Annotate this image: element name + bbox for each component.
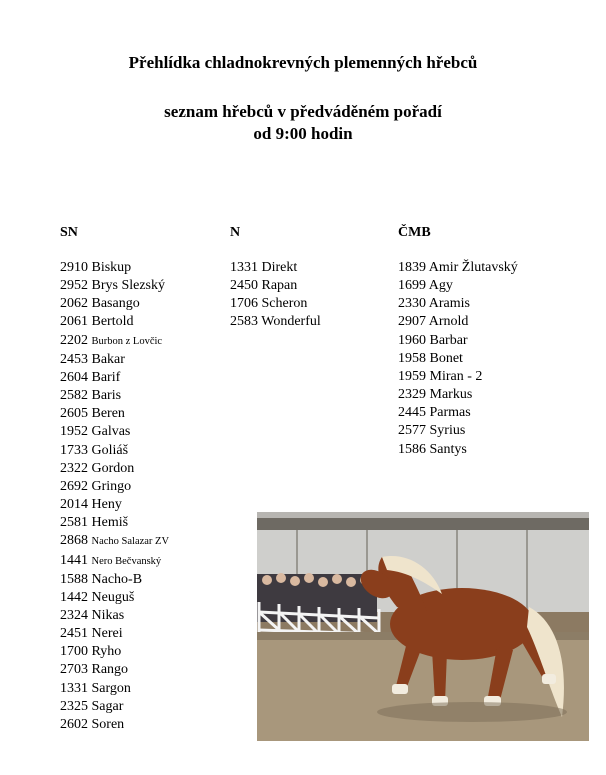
stallion-name: Barbar (429, 332, 468, 348)
stallion-number: 2577 (398, 423, 426, 439)
list-item (60, 607, 169, 625)
stallion-name: Burbon z Lovčic (91, 335, 163, 347)
list-item (60, 460, 169, 478)
stallion-number: 2062 (60, 296, 88, 312)
stallion-number: 2061 (60, 314, 88, 330)
list-item (60, 405, 169, 423)
stallion-name: Arnold (428, 314, 469, 330)
stallion-list (230, 259, 321, 332)
stallion-name: Parmas (429, 405, 471, 421)
list-item (60, 478, 169, 496)
stallion-number: 2202 (60, 332, 88, 348)
list-item (398, 295, 518, 313)
list-item (60, 571, 169, 589)
stallion-name: Sargon (91, 680, 131, 696)
list-item (60, 643, 169, 661)
list-item (60, 625, 169, 643)
stallion-name: Aramis (428, 296, 470, 312)
stallion-name: Brys Slezský (91, 278, 165, 294)
list-item (60, 313, 169, 331)
list-item (60, 369, 169, 387)
list-item (60, 351, 169, 369)
start-time: od 9:00 hodin (253, 124, 353, 143)
stallion-name: Bakar (91, 351, 125, 367)
stallion-name: Gringo (91, 478, 132, 494)
stallion-number: 1960 (398, 332, 426, 348)
stallion-number: 1588 (60, 571, 88, 587)
stallion-number: 2907 (398, 314, 426, 330)
list-item (60, 552, 169, 571)
stallion-number: 2868 (60, 533, 88, 549)
column-heading: SN (60, 225, 78, 240)
list-item (398, 441, 518, 459)
list-item (60, 716, 169, 734)
list-item (230, 259, 321, 277)
stallion-number: 1700 (60, 644, 88, 660)
list-item (398, 259, 518, 277)
list-item (60, 661, 169, 679)
stallion-number: 2451 (60, 626, 88, 642)
stallion-name: Rapan (261, 278, 298, 294)
list-item (230, 313, 321, 331)
stallion-number: 2322 (60, 460, 88, 476)
stallion-number: 2445 (398, 405, 426, 421)
stallion-name: Miran - 2 (429, 368, 483, 384)
list-item (60, 514, 169, 532)
stallion-number: 2330 (398, 296, 426, 312)
stallion-number: 2910 (60, 260, 88, 275)
stallion-number: 1959 (398, 368, 426, 384)
stallion-number: 2952 (60, 278, 88, 294)
stallion-name: Santys (429, 441, 467, 457)
stallion-name: Basango (91, 296, 140, 312)
stallion-number: 1441 (60, 552, 88, 568)
stallion-number: 1706 (230, 296, 258, 312)
list-item (398, 313, 518, 331)
list-item (230, 277, 321, 295)
stallion-number: 2014 (60, 497, 88, 513)
list-item (60, 589, 169, 607)
column-sn (60, 224, 169, 734)
stallion-number: 2450 (230, 278, 258, 294)
stallion-number: 1699 (398, 278, 426, 294)
horse-photo (257, 512, 589, 741)
stallion-number: 1839 (398, 260, 426, 275)
stallion-name: Bertold (91, 314, 134, 330)
stallion-name: Nerei (91, 626, 123, 642)
page-title: Přehlídka chladnokrevných plemenných hřebců (128, 53, 478, 72)
stallion-number: 1331 (60, 680, 88, 696)
column-cmb (398, 224, 518, 459)
page-subtitle: seznam hřebců v předváděném pořadí (164, 102, 442, 121)
stallion-name: Amir Žlutavský (428, 260, 518, 275)
stallion-name: Gordon (91, 460, 135, 476)
column-heading: ČMB (398, 225, 431, 240)
list-item (398, 386, 518, 404)
stallion-list (60, 259, 169, 734)
stallion-name: Neuguš (91, 589, 135, 605)
list-item (398, 422, 518, 440)
list-item (398, 277, 518, 295)
list-item (398, 350, 518, 368)
stallion-name: Sagar (91, 698, 124, 714)
stallion-number: 2325 (60, 698, 88, 714)
stallion-number: 2602 (60, 716, 88, 732)
list-item (60, 698, 169, 716)
stallion-name: Rango (91, 662, 129, 678)
stallion-name: Scheron (261, 296, 308, 312)
column-heading: N (230, 225, 241, 240)
stallion-number: 2581 (60, 515, 88, 531)
list-item (398, 368, 518, 386)
horse-photo-icon (257, 512, 589, 741)
stallion-name: Syrius (429, 423, 466, 439)
list-item (60, 295, 169, 313)
column-n (230, 224, 321, 332)
stallion-name: Ryho (91, 644, 122, 660)
list-item (60, 332, 169, 351)
list-item (60, 532, 169, 551)
stallion-name: Nero Bečvanský (91, 555, 162, 567)
stallion-name: Beren (91, 406, 125, 422)
stallion-number: 1442 (60, 589, 88, 605)
stallion-name: Biskup (91, 260, 132, 275)
list-item (60, 442, 169, 460)
stallion-number: 2604 (60, 369, 88, 385)
stallion-name: Hemiš (91, 515, 129, 531)
stallion-number: 1958 (398, 350, 426, 366)
list-item (398, 404, 518, 422)
stallion-number: 1952 (60, 424, 88, 440)
list-item (60, 259, 169, 277)
stallion-name: Markus (429, 387, 473, 403)
list-item (60, 680, 169, 698)
list-item (60, 496, 169, 514)
stallion-name: Agy (428, 278, 453, 294)
stallion-name: Nacho-B (91, 571, 143, 587)
stallion-name: Goliáš (91, 442, 129, 458)
list-item (60, 423, 169, 441)
stallion-name: Wonderful (261, 314, 321, 330)
stallion-name: Soren (91, 716, 125, 732)
stallion-name: Nikas (91, 607, 125, 623)
stallion-number: 2703 (60, 662, 88, 678)
stallion-number: 1331 (230, 260, 258, 275)
stallion-number: 1733 (60, 442, 88, 458)
stallion-number: 1586 (398, 441, 426, 457)
stallion-name: Galvas (91, 424, 131, 440)
stallion-name: Direkt (261, 260, 298, 275)
stallion-name: Heny (91, 497, 122, 513)
stallion-number: 2692 (60, 478, 88, 494)
list-item (60, 277, 169, 295)
stallion-number: 2453 (60, 351, 88, 367)
list-item (398, 332, 518, 350)
list-item (60, 387, 169, 405)
stallion-name: Baris (91, 388, 122, 404)
stallion-number: 2324 (60, 607, 88, 623)
stallion-number: 2329 (398, 387, 426, 403)
stallion-number: 2582 (60, 388, 88, 404)
stallion-name: Nacho Salazar ZV (91, 536, 170, 548)
stallion-number: 2605 (60, 406, 88, 422)
stallion-name: Barif (91, 369, 121, 385)
list-item (230, 295, 321, 313)
stallion-number: 2583 (230, 314, 258, 330)
stallion-list (398, 259, 518, 459)
stallion-name: Bonet (429, 350, 463, 366)
